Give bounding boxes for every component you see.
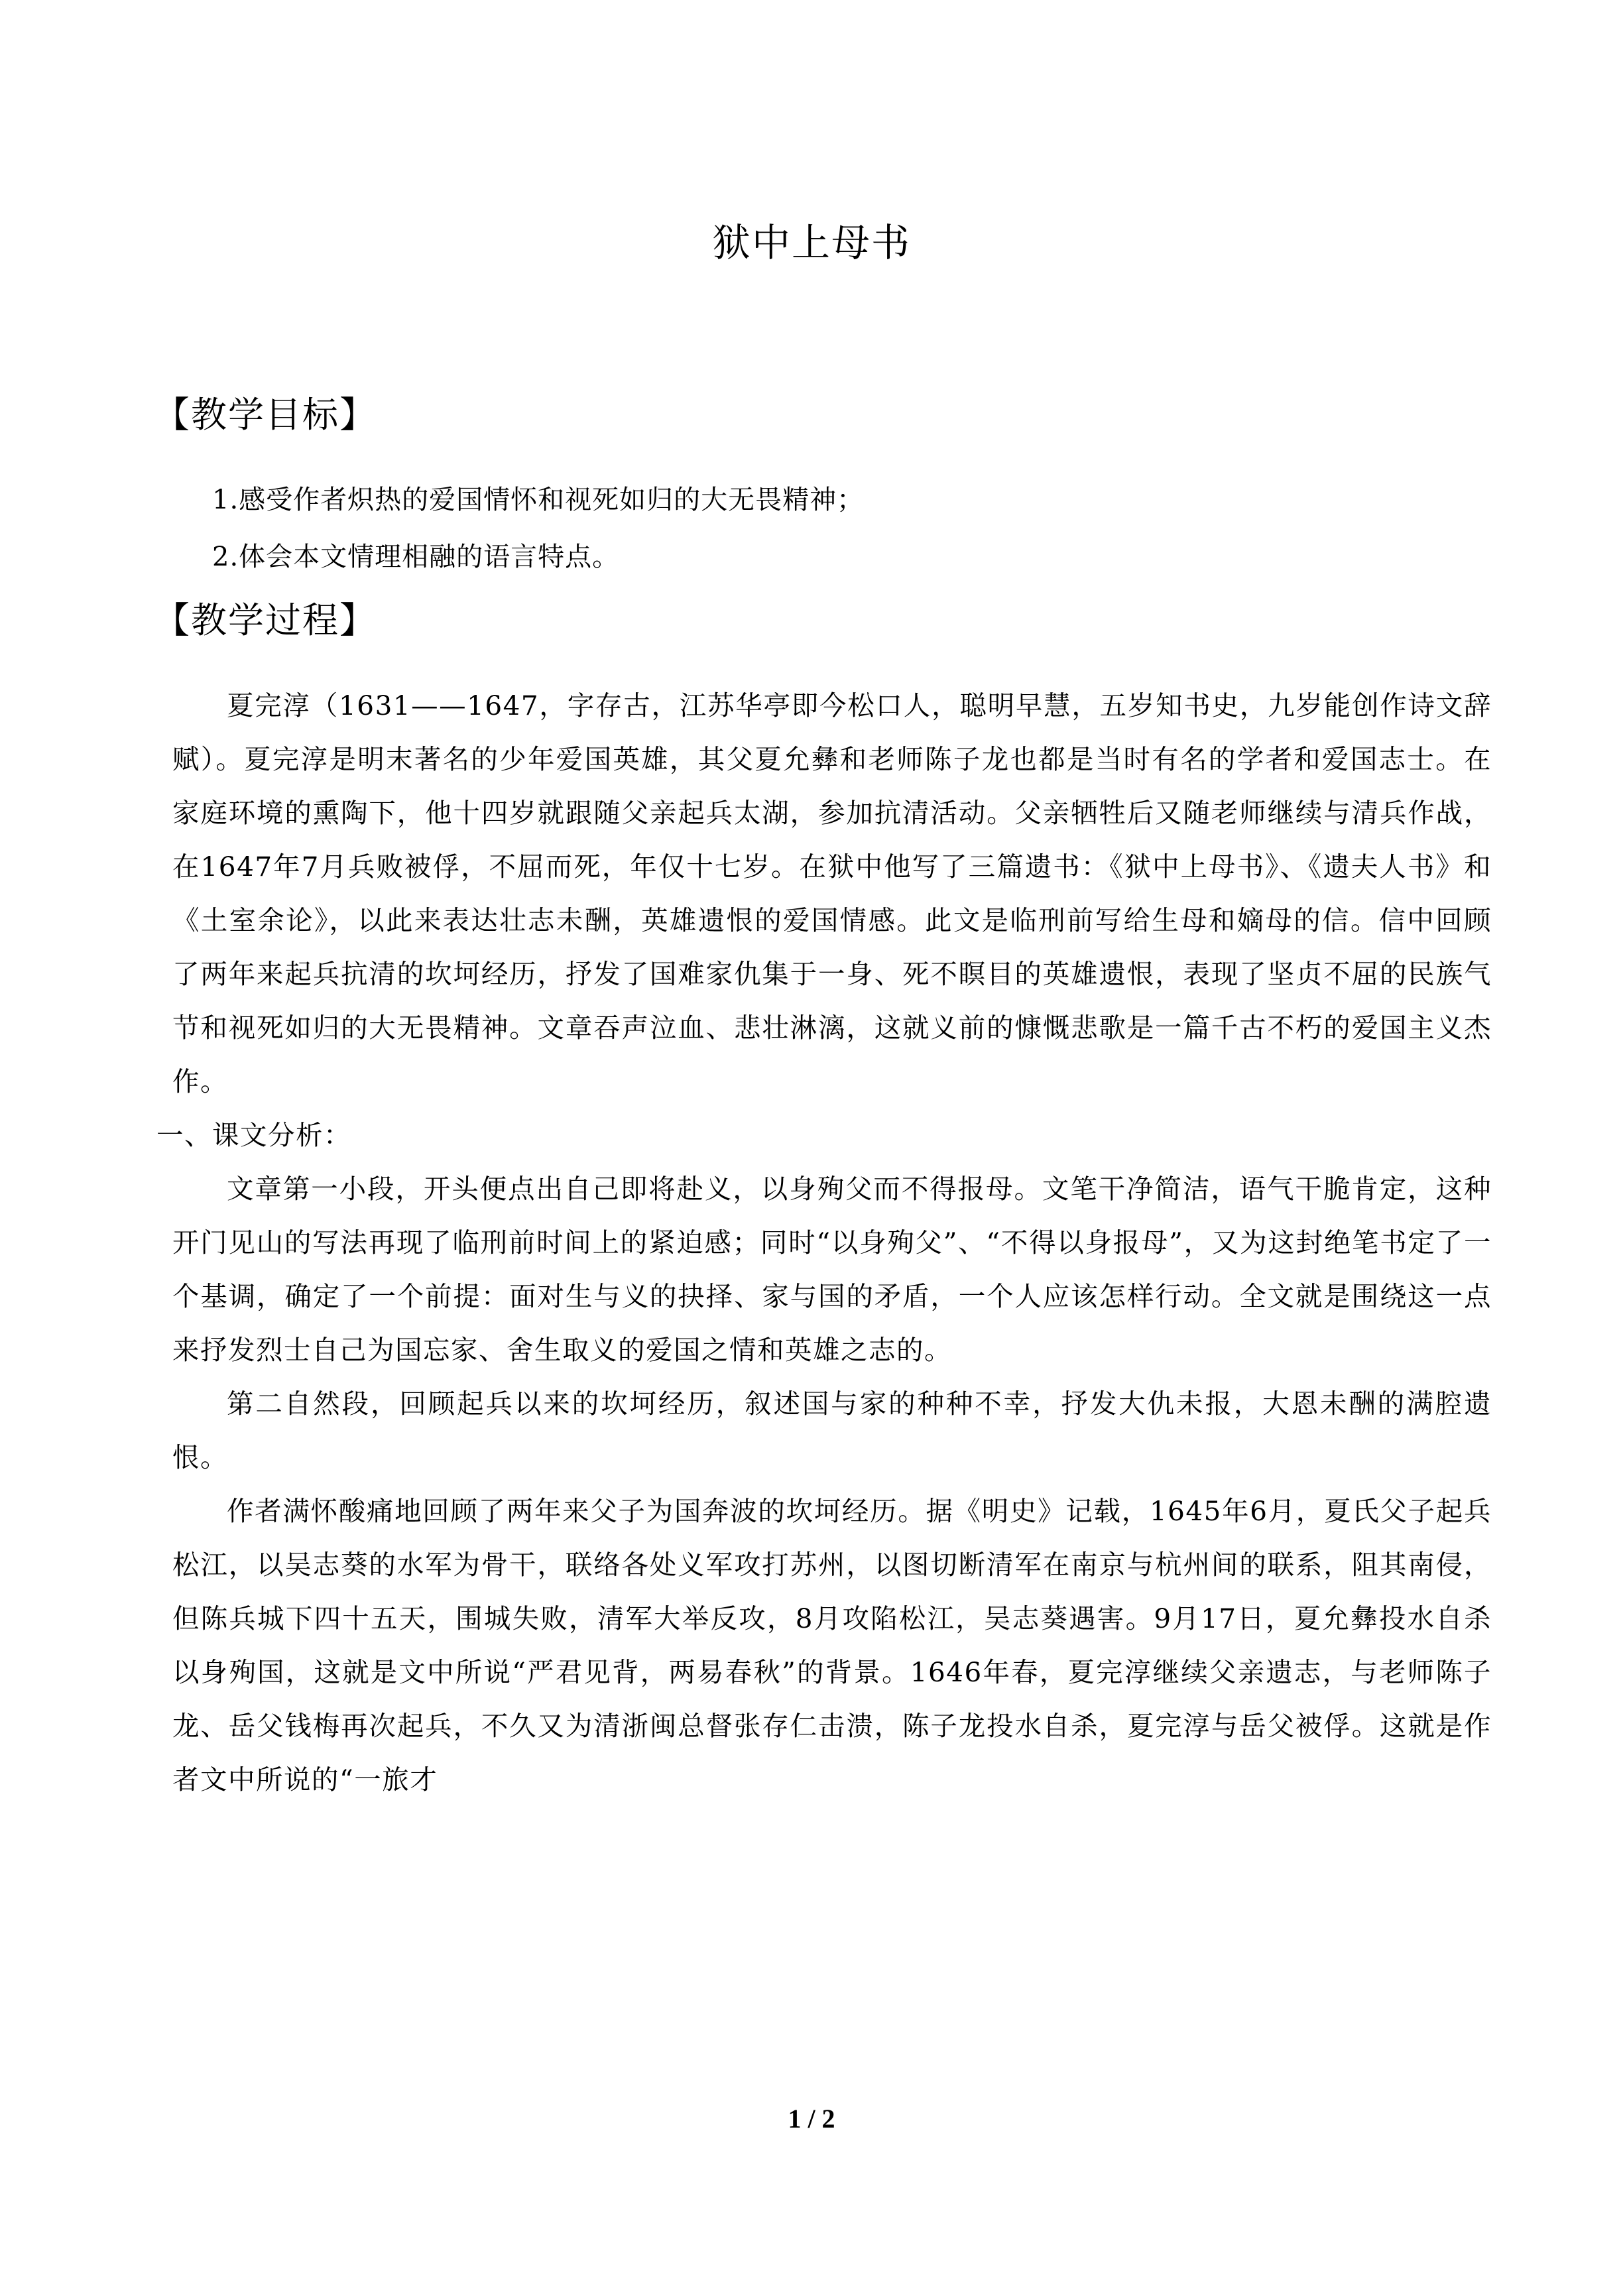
goal-item-2: 2.体会本文情理相融的语言特点。 [212, 542, 620, 572]
process-heading: 【教学过程】 [154, 599, 377, 641]
analysis-paragraph-3: 作者满怀酸痛地回顾了两年来父子为国奔波的坎坷经历。据《明史》记载，1645年6月，夏氏父子起兵松江，以吴志葵的水军为骨干，联络各处义军攻打苏州，以图切断清军在南京与杭州间的联系，阻其南侵，但陈兵城下四十五天，围城失败，清军大举反攻，8月攻陷松江，吴志葵遇害。9月17日，夏允彝投水自杀以身殉国，这就是文中所说“严君见背，两易春秋”的背景。1646年春，夏完淳继续父亲遗志，与老师陈子龙、岳父钱梅再次起兵，不久又为清浙闽总督张存仁击溃，陈子龙投水自杀，夏完淳与岳父被俘。这就是作者文中所说的“一旅才 [172, 1495, 1492, 1795]
page-number: 1 / 2 [788, 2104, 835, 2134]
analysis-paragraph-2: 第二自然段，回顾起兵以来的坎坷经历，叙述国与家的种种不幸，抒发大仇未报，大恩未酬的满腔遗恨。 [172, 1388, 1492, 1473]
analysis-paragraph-1: 文章第一小段，开头便点出自己即将赴义，以身殉父而不得报母。文笔干净简洁，语气干脆肯定，这种开门见山的写法再现了临刑前时间上的紧迫感；同时“以身殉父”、“不得以身报母”，又为这封绝笔书定了一个基调，确定了一个前提：面对生与义的抉择、家与国的矛盾，一个人应该怎样行动。全文就是围绕这一点来抒发烈士自己为国忘家、舍生取义的爱国之情和英雄之志的。 [172, 1173, 1492, 1366]
body-text [156, 679, 1492, 1807]
intro-paragraph: 夏完淳（1631——1647，字存古，江苏华亭即今松口人，聪明早慧，五岁知书史，九岁能创作诗文辞赋）。夏完淳是明末著名的少年爱国英雄，其父夏允彝和老师陈子龙也都是当时有名的学者和爱国志士。在家庭环境的熏陶下，他十四岁就跟随父亲起兵太湖，参加抗清活动。父亲牺牲后又随老师继续与清兵作战，在1647年7月兵败被俘，不屈而死，年仅十七岁。在狱中他写了三篇遗书：《狱中上母书》、《遗夫人书》和《土室余论》，以此来表达壮志未酬，英雄遗恨的爱国情感。此文是临刑前写给生母和嫡母的信。信中回顾了两年来起兵抗清的坎坷经历，抒发了国难家仇集于一身、死不瞑目的英雄遗恨，表现了坚贞不屈的民族气节和视死如归的大无畏精神。文章吞声泣血、悲壮淋漓，这就义前的慷慨悲歌是一篇千古不朽的爱国主义杰作。 [172, 690, 1492, 1097]
goal-item-1: 1.感受作者炽热的爱国情怀和视死如归的大无畏精神； [212, 485, 865, 515]
document-title: 狱中上母书 [711, 220, 911, 265]
section-heading-analysis: 一、课文分析： [156, 1119, 351, 1151]
goals-heading: 【教学目标】 [154, 394, 377, 436]
